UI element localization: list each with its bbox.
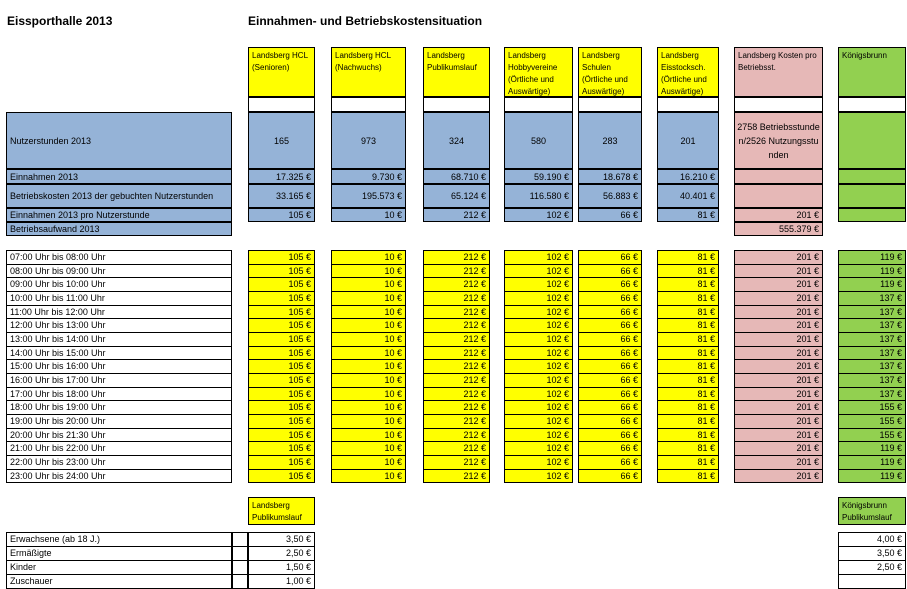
hour-value-cell: 119 € [838,441,906,456]
hour-value-cell: 66 € [578,264,642,278]
hour-value-cell: 119 € [838,455,906,470]
hour-value-cell: 105 € [248,332,315,347]
hour-value-cell: 66 € [578,291,642,306]
price-header-koenigsbrunn: Königsbrunn Publikumslauf [838,497,906,525]
hour-value-cell: 105 € [248,428,315,442]
hour-label: 13:00 Uhr bis 14:00 Uhr [6,332,232,347]
value-cell: 165 [248,112,315,169]
column-header: Landsberg HCL (Senioren) [248,47,315,97]
value-cell: 9.730 € [331,169,406,184]
value-cell [838,169,906,184]
hour-value-cell: 81 € [657,332,719,347]
hour-value-cell: 81 € [657,346,719,360]
hour-value-cell: 137 € [838,332,906,347]
hour-value-cell: 212 € [423,291,490,306]
value-cell: 201 € [734,208,823,222]
hour-value-cell: 212 € [423,332,490,347]
column-header: Königsbrunn [838,47,906,97]
hour-value-cell: 102 € [504,305,573,319]
hour-value-cell: 137 € [838,373,906,388]
hour-value-cell: 105 € [248,469,315,483]
hour-value-cell: 119 € [838,277,906,292]
hour-value-cell: 137 € [838,346,906,360]
hour-value-cell: 81 € [657,277,719,292]
price-landsberg: 3,50 € [248,532,315,547]
hour-value-cell: 105 € [248,277,315,292]
hour-value-cell: 81 € [657,428,719,442]
value-cell [838,112,906,169]
hour-value-cell: 105 € [248,359,315,374]
hour-value-cell: 10 € [331,332,406,347]
hour-value-cell: 201 € [734,414,823,429]
hour-label: 19:00 Uhr bis 20:00 Uhr [6,414,232,429]
hour-value-cell: 155 € [838,400,906,415]
hour-value-cell: 212 € [423,441,490,456]
hour-value-cell: 212 € [423,387,490,401]
hour-value-cell: 102 € [504,332,573,347]
hour-label: 10:00 Uhr bis 11:00 Uhr [6,291,232,306]
hour-value-cell: 105 € [248,318,315,333]
hour-value-cell: 10 € [331,414,406,429]
hour-value-cell: 119 € [838,469,906,483]
hour-value-cell: 66 € [578,305,642,319]
hour-value-cell: 66 € [578,469,642,483]
hour-label: 17:00 Uhr bis 18:00 Uhr [6,387,232,401]
column-header: Landsberg Eisstocksch. (Örtliche und Auswärtige) [657,47,719,97]
hour-value-cell: 201 € [734,250,823,265]
value-cell: 324 [423,112,490,169]
hour-value-cell: 10 € [331,387,406,401]
hour-value-cell: 212 € [423,305,490,319]
hour-value-cell: 81 € [657,318,719,333]
row-label-nutzerstunden: Nutzerstunden 2013 [6,112,232,169]
hour-value-cell: 201 € [734,400,823,415]
hour-value-cell: 201 € [734,359,823,374]
hour-value-cell: 10 € [331,359,406,374]
hour-value-cell: 66 € [578,414,642,429]
hour-value-cell: 66 € [578,441,642,456]
value-cell [734,184,823,208]
value-cell: 105 € [248,208,315,222]
hour-label: 12:00 Uhr bis 13:00 Uhr [6,318,232,333]
spacer-cell [734,97,823,112]
hour-value-cell: 212 € [423,469,490,483]
value-cell: 102 € [504,208,573,222]
value-cell: 65.124 € [423,184,490,208]
hour-value-cell: 105 € [248,414,315,429]
hour-value-cell: 10 € [331,455,406,470]
hour-value-cell: 66 € [578,400,642,415]
column-header: Landsberg Kosten pro Betriebsst. [734,47,823,97]
hour-value-cell: 81 € [657,291,719,306]
hour-value-cell: 66 € [578,250,642,265]
hour-label: 23:00 Uhr bis 24:00 Uhr [6,469,232,483]
hour-value-cell: 201 € [734,318,823,333]
hour-value-cell: 201 € [734,332,823,347]
value-cell [838,208,906,222]
value-cell: 66 € [578,208,642,222]
hour-value-cell: 66 € [578,387,642,401]
hour-value-cell: 212 € [423,455,490,470]
hour-value-cell: 102 € [504,373,573,388]
hour-value-cell: 81 € [657,250,719,265]
price-spacer [232,546,248,561]
hour-value-cell: 66 € [578,359,642,374]
hour-value-cell: 66 € [578,346,642,360]
hour-value-cell: 212 € [423,428,490,442]
hour-value-cell: 201 € [734,428,823,442]
value-cell-betriebsaufwand: 555.379 € [734,222,823,236]
value-cell: 16.210 € [657,169,719,184]
hour-label: 11:00 Uhr bis 12:00 Uhr [6,305,232,319]
hour-value-cell: 66 € [578,428,642,442]
spacer-cell [504,97,573,112]
hour-value-cell: 212 € [423,264,490,278]
spacer-cell [838,97,906,112]
value-cell: 580 [504,112,573,169]
value-cell: 212 € [423,208,490,222]
hour-value-cell: 137 € [838,387,906,401]
value-cell: 18.678 € [578,169,642,184]
price-spacer [232,560,248,575]
hour-value-cell: 137 € [838,318,906,333]
value-cell: 973 [331,112,406,169]
price-landsberg: 1,00 € [248,574,315,589]
hour-value-cell: 66 € [578,373,642,388]
hour-value-cell: 212 € [423,318,490,333]
hour-value-cell: 10 € [331,469,406,483]
spacer-cell [657,97,719,112]
hour-value-cell: 102 € [504,441,573,456]
hour-value-cell: 102 € [504,469,573,483]
hour-value-cell: 102 € [504,387,573,401]
hour-value-cell: 201 € [734,291,823,306]
spacer-cell [578,97,642,112]
hour-value-cell: 66 € [578,318,642,333]
price-label: Zuschauer [6,574,232,589]
value-cell: 2758 Betriebsstunden/2526 Nutzungsstunden [734,112,823,169]
row-label-pro_stunde: Einnahmen 2013 pro Nutzerstunde [6,208,232,222]
hour-value-cell: 105 € [248,400,315,415]
hour-value-cell: 201 € [734,455,823,470]
hour-value-cell: 102 € [504,291,573,306]
hour-value-cell: 81 € [657,400,719,415]
hour-label: 22:00 Uhr bis 23:00 Uhr [6,455,232,470]
hour-value-cell: 212 € [423,346,490,360]
hour-value-cell: 81 € [657,359,719,374]
hour-value-cell: 137 € [838,291,906,306]
value-cell [838,184,906,208]
hour-value-cell: 102 € [504,428,573,442]
hour-value-cell: 212 € [423,373,490,388]
hour-value-cell: 105 € [248,264,315,278]
hour-value-cell: 102 € [504,346,573,360]
hour-label: 07:00 Uhr bis 08:00 Uhr [6,250,232,265]
hour-value-cell: 10 € [331,305,406,319]
value-cell: 40.401 € [657,184,719,208]
price-koenigsbrunn [838,574,906,589]
value-cell: 17.325 € [248,169,315,184]
hour-label: 18:00 Uhr bis 19:00 Uhr [6,400,232,415]
hour-value-cell: 105 € [248,346,315,360]
hour-value-cell: 10 € [331,250,406,265]
hour-label: 20:00 Uhr bis 21:30 Uhr [6,428,232,442]
price-label: Erwachsene (ab 18 J.) [6,532,232,547]
hour-value-cell: 201 € [734,469,823,483]
sheet-title-center: Einnahmen- und Betriebskostensituation [248,14,483,28]
value-cell: 81 € [657,208,719,222]
value-cell [734,169,823,184]
hour-value-cell: 66 € [578,277,642,292]
hour-value-cell: 10 € [331,346,406,360]
sheet-title-left: Eissporthalle 2013 [7,14,113,28]
column-header: Landsberg Schulen (Örtliche und Auswärtige) [578,47,642,97]
price-landsberg: 1,50 € [248,560,315,575]
hour-value-cell: 105 € [248,387,315,401]
hour-value-cell: 201 € [734,346,823,360]
hour-value-cell: 212 € [423,277,490,292]
hour-value-cell: 10 € [331,291,406,306]
value-cell: 201 [657,112,719,169]
price-spacer [232,574,248,589]
hour-value-cell: 102 € [504,400,573,415]
hour-value-cell: 10 € [331,277,406,292]
hour-value-cell: 102 € [504,414,573,429]
hour-value-cell: 212 € [423,414,490,429]
hour-value-cell: 81 € [657,469,719,483]
price-koenigsbrunn: 2,50 € [838,560,906,575]
value-cell: 116.580 € [504,184,573,208]
hour-value-cell: 105 € [248,305,315,319]
hour-value-cell: 102 € [504,318,573,333]
hour-value-cell: 137 € [838,359,906,374]
hour-value-cell: 201 € [734,277,823,292]
hour-value-cell: 105 € [248,455,315,470]
value-cell: 56.883 € [578,184,642,208]
hour-value-cell: 119 € [838,264,906,278]
hour-value-cell: 137 € [838,305,906,319]
hour-value-cell: 81 € [657,441,719,456]
value-cell: 195.573 € [331,184,406,208]
hour-value-cell: 155 € [838,414,906,429]
hour-value-cell: 201 € [734,373,823,388]
hour-value-cell: 81 € [657,305,719,319]
spacer-cell [331,97,406,112]
hour-value-cell: 102 € [504,455,573,470]
hour-value-cell: 81 € [657,264,719,278]
hour-value-cell: 10 € [331,400,406,415]
hour-value-cell: 10 € [331,373,406,388]
hour-label: 09:00 Uhr bis 10:00 Uhr [6,277,232,292]
hour-value-cell: 66 € [578,332,642,347]
hour-value-cell: 81 € [657,373,719,388]
price-koenigsbrunn: 4,00 € [838,532,906,547]
row-label-betriebskosten: Betriebskosten 2013 der gebuchten Nutzerstunden [6,184,232,208]
hour-value-cell: 102 € [504,277,573,292]
value-cell: 59.190 € [504,169,573,184]
value-cell: 283 [578,112,642,169]
hour-value-cell: 10 € [331,441,406,456]
hour-label: 15:00 Uhr bis 16:00 Uhr [6,359,232,374]
column-header: Landsberg Publikumslauf [423,47,490,97]
price-landsberg: 2,50 € [248,546,315,561]
hour-value-cell: 10 € [331,318,406,333]
spacer-cell [423,97,490,112]
hour-value-cell: 81 € [657,414,719,429]
hour-value-cell: 105 € [248,291,315,306]
hour-value-cell: 201 € [734,387,823,401]
hour-value-cell: 201 € [734,305,823,319]
hour-label: 14:00 Uhr bis 15:00 Uhr [6,346,232,360]
hour-label: 21:00 Uhr bis 22:00 Uhr [6,441,232,456]
value-cell: 33.165 € [248,184,315,208]
hour-value-cell: 105 € [248,250,315,265]
hour-value-cell: 10 € [331,264,406,278]
hour-value-cell: 212 € [423,359,490,374]
hour-value-cell: 105 € [248,373,315,388]
hour-label: 08:00 Uhr bis 09:00 Uhr [6,264,232,278]
hour-value-cell: 201 € [734,264,823,278]
hour-value-cell: 66 € [578,455,642,470]
price-label: Ermäßigte [6,546,232,561]
column-header: Landsberg HCL (Nachwuchs) [331,47,406,97]
price-header-landsberg: Landsberg Publikumslauf [248,497,315,525]
value-cell: 68.710 € [423,169,490,184]
row-label-einnahmen: Einnahmen 2013 [6,169,232,184]
hour-value-cell: 81 € [657,387,719,401]
hour-value-cell: 102 € [504,264,573,278]
row-label-betriebsaufwand: Betriebsaufwand 2013 [6,222,232,236]
hour-value-cell: 102 € [504,250,573,265]
price-spacer [232,532,248,547]
hour-value-cell: 119 € [838,250,906,265]
hour-value-cell: 10 € [331,428,406,442]
hour-value-cell: 155 € [838,428,906,442]
hour-label: 16:00 Uhr bis 17:00 Uhr [6,373,232,388]
value-cell: 10 € [331,208,406,222]
price-label: Kinder [6,560,232,575]
hour-value-cell: 212 € [423,250,490,265]
hour-value-cell: 212 € [423,400,490,415]
price-koenigsbrunn: 3,50 € [838,546,906,561]
hour-value-cell: 81 € [657,455,719,470]
hour-value-cell: 201 € [734,441,823,456]
hour-value-cell: 102 € [504,359,573,374]
column-header: Landsberg Hobbyvereine (Örtliche und Auswärtige) [504,47,573,97]
spacer-cell [248,97,315,112]
hour-value-cell: 105 € [248,441,315,456]
